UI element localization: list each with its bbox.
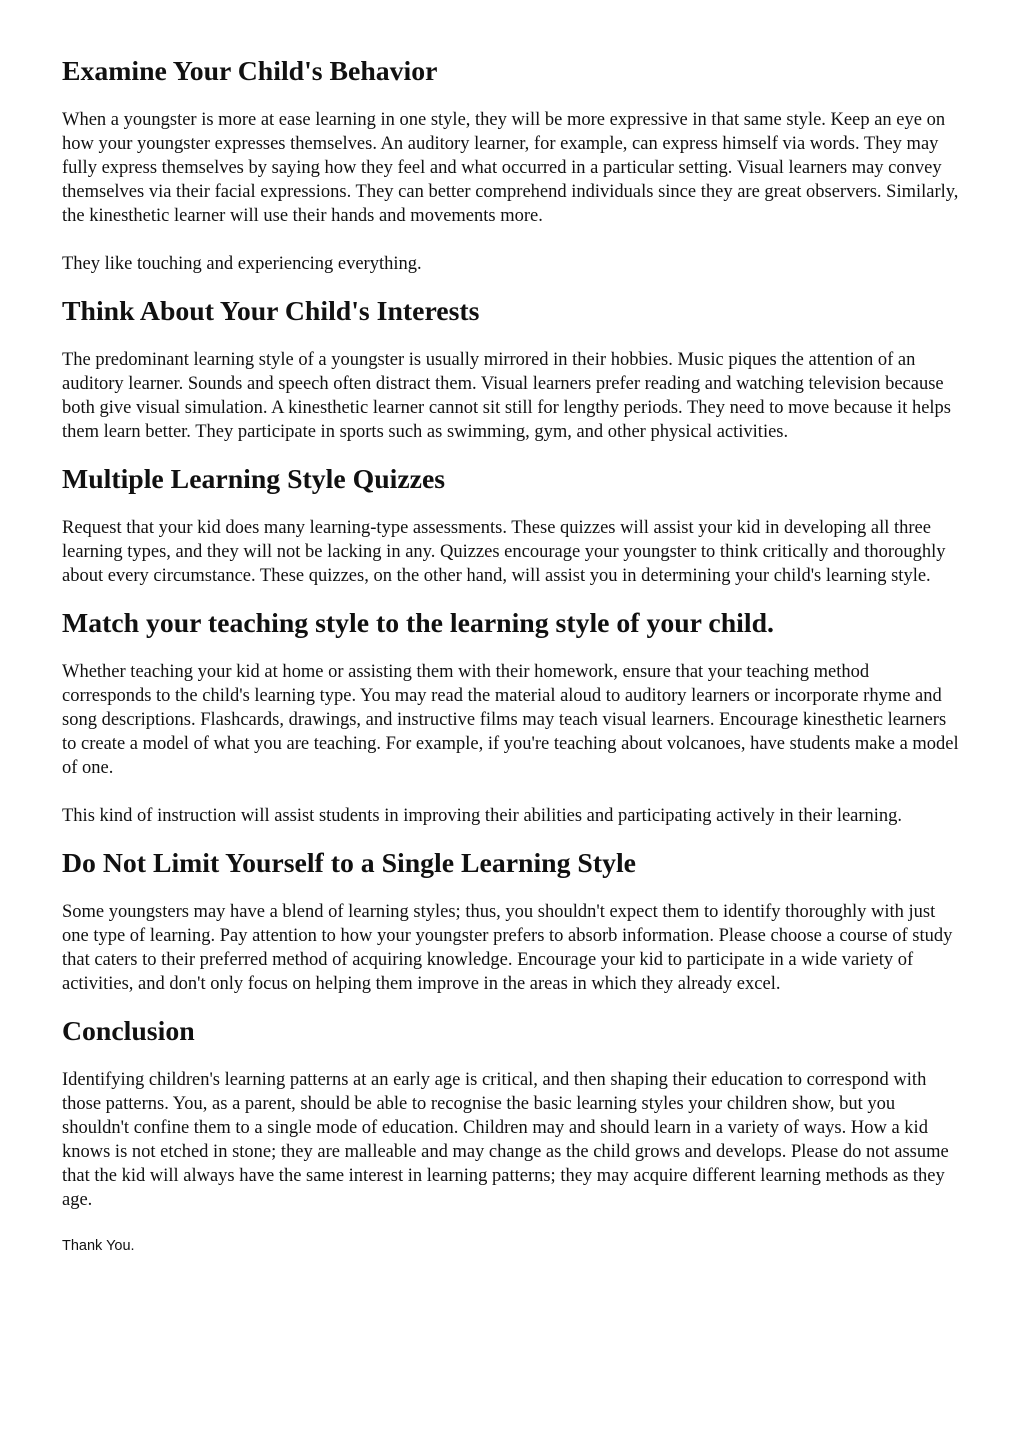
section-heading-single-style: Do Not Limit Yourself to a Single Learning Style <box>62 848 636 879</box>
section-paragraph: They like touching and experiencing everything. <box>62 254 422 274</box>
document-page <box>62 56 962 1256</box>
section-paragraph: Identifying children's learning patterns at an early age is critical, and then shaping their education to correspond with those patterns. You, as a parent, should be able to recognise the basic learning styles your children show, but you shouldn't confine them to a single mode of education. Children may and should learn in a variety of ways. How a kid knows is not etched in stone; they are malleable and may change as the child grows and develops. Please do not assume that the kid will always have the same interest in learning patterns; they may acquire different learning methods as they age. <box>62 1070 949 1210</box>
section-paragraph: The predominant learning style of a youngster is usually mirrored in their hobbies. Music piques the attention of an auditory learner. Sounds and speech often distract them. Visual learners prefer reading and watching television because both give visual simulation. A kinesthetic learner cannot sit still for lengthy periods. They need to move because it helps them learn better. They participate in sports such as swimming, gym, and other physical activities. <box>62 350 952 442</box>
section-heading-teaching-style: Match your teaching style to the learning style of your child. <box>62 608 774 639</box>
section-paragraph: When a youngster is more at ease learning in one style, they will be more expressive in that same style. Keep an eye on how your youngster expresses themselves. An auditory learner, for example, can express himself via words. They may fully express themselves by saying how they feel and what occurred in a particular setting. Visual learners may convey themselves via their facial expressions. They can better comprehend individuals since they are great observers. Similarly, the kinesthetic learner will use their hands and movements more. <box>62 110 959 226</box>
section-paragraph: Request that your kid does many learning-type assessments. These quizzes will assist your kid in developing all three learning types, and they will not be lacking in any. Quizzes encourage your youngster to think critically and thoroughly about every circumstance. These quizzes, on the other hand, will assist you in determining your child's learning style. <box>62 518 946 586</box>
section-paragraph: Some youngsters may have a blend of learning styles; thus, you shouldn't expect them to identify thoroughly with just one type of learning. Pay attention to how your youngster prefers to absorb information. Please choose a course of study that caters to their preferred method of acquiring knowledge. Encourage your kid to participate in a wide variety of activities, and don't only focus on helping them improve in the areas in which they already excel. <box>62 902 953 994</box>
closing-text: Thank You. <box>62 1238 135 1254</box>
section-heading-interests: Think About Your Child's Interests <box>62 296 480 327</box>
section-paragraph: This kind of instruction will assist students in improving their abilities and participating actively in their learning. <box>62 806 903 826</box>
section-heading-behavior: Examine Your Child's Behavior <box>62 56 438 87</box>
section-heading-conclusion: Conclusion <box>62 1016 195 1047</box>
section-heading-quizzes: Multiple Learning Style Quizzes <box>62 464 446 495</box>
section-paragraph: Whether teaching your kid at home or assisting them with their homework, ensure that your teaching method corresponds to the child's learning type. You may read the material aloud to auditory learners or incorporate rhyme and song descriptions. Flashcards, drawings, and instructive films may teach visual learners. Encourage kinesthetic learners to create a model of what you are teaching. For example, if you're teaching about volcanoes, have students make a model of one. <box>62 662 959 778</box>
